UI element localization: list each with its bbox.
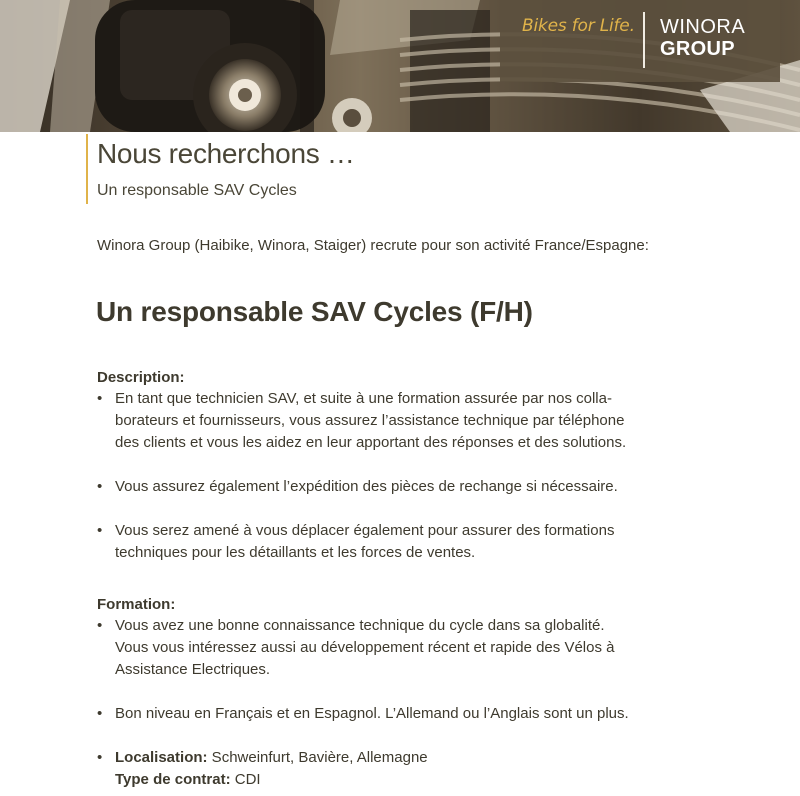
list-item-line: • Bon niveau en Français et en Espagnol. L’Allemand ou l’Anglais sont un plus. — [115, 705, 629, 722]
contract-line — [115, 769, 737, 791]
list-item-line: • Vous serez amené à vous déplacer également pour assurer des formations — [115, 522, 615, 539]
brand-logo — [660, 16, 745, 60]
list-item — [97, 388, 737, 454]
job-title: Un responsable SAV Cycles (F/H) — [96, 296, 533, 327]
list-item — [97, 615, 737, 681]
page-subtitle: Un responsable SAV Cycles — [97, 182, 297, 199]
list-item-line: techniques pour les détaillants et les forces de ventes. — [115, 544, 476, 561]
header-banner — [0, 0, 800, 132]
intro-text: Winora Group (Haibike, Winora, Staiger) recrute pour son activité France/Espagne: — [97, 237, 649, 254]
list-item-line: • En tant que technicien SAV, et suite à une formation assurée par nos colla- — [115, 390, 612, 407]
list-item-details — [97, 747, 737, 791]
list-item — [97, 703, 737, 725]
list-item-line: • Vous assurez également l’expédition des pièces de rechange si nécessaire. — [115, 478, 618, 495]
brand-box — [500, 0, 780, 82]
list-item-line: Assistance Electriques. — [115, 661, 271, 678]
contract-value: CDI — [230, 771, 261, 788]
brand-tagline: Bikes for Life. — [522, 16, 635, 36]
description-label: Description: — [97, 369, 185, 386]
location-line — [115, 747, 737, 769]
description-section — [97, 368, 737, 564]
list-item-line: Vous vous intéressez aussi au développement récent et rapide des Vélos à — [115, 639, 615, 656]
list-item-line: borateurs et fournisseurs, vous assurez l’assistance technique par téléphone — [115, 412, 625, 429]
page-title: Nous recherchons … — [97, 138, 355, 169]
formation-list — [97, 615, 737, 791]
brand-name-line1: WINORA — [660, 16, 746, 38]
list-item-line: des clients et vous les aidez en leur apportant des réponses et des solutions. — [115, 434, 627, 451]
list-item — [97, 520, 737, 564]
contract-label: Type de contrat: — [115, 771, 231, 788]
list-item-line: • Vous avez une bonne connaissance technique du cycle dans sa globalité. — [115, 617, 605, 634]
location-value: Schweinfurt, Bavière, Allemagne — [207, 749, 428, 766]
heading-block — [86, 134, 355, 204]
location-label: Localisation: — [115, 749, 208, 766]
brand-name-line2: GROUP — [660, 38, 735, 60]
brand-divider — [643, 12, 645, 68]
description-list — [97, 388, 737, 564]
formation-section — [97, 595, 737, 791]
formation-label: Formation: — [97, 596, 176, 613]
list-item — [97, 476, 737, 498]
